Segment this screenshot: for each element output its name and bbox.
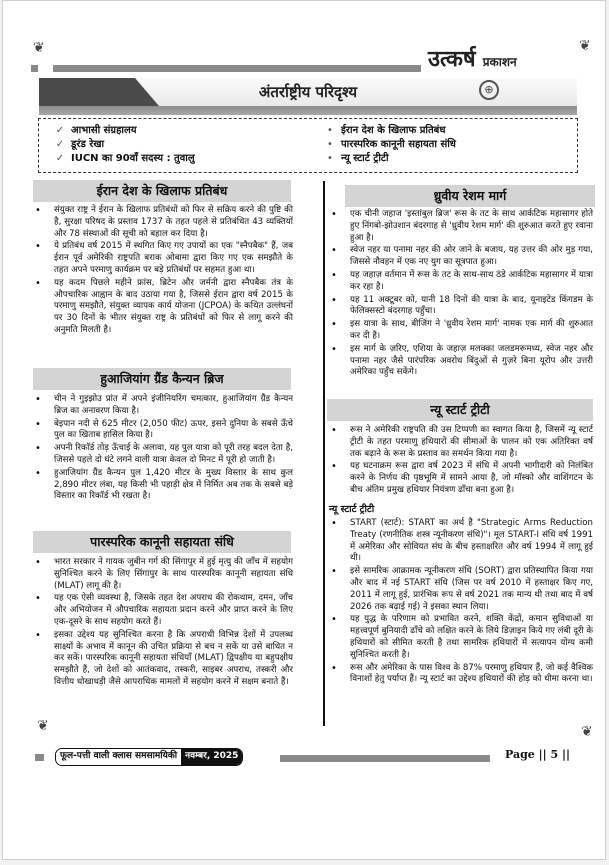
list-item: • अपनी रिकॉर्ड तोड़ ऊँचाई के अलावा, यह पुल यात्रा को पूरी तरह बदल देता है, जिससे पहले दो घंटे लगने वाली यात्रा केवल दो मिनट में पूरी हो जाती है। bbox=[31, 443, 293, 467]
flower-ornament-icon: ❦ bbox=[581, 724, 593, 740]
check-icon: ✓ bbox=[55, 153, 65, 164]
publisher-brand bbox=[428, 43, 517, 73]
footer-rule bbox=[280, 755, 490, 762]
list-item: • संयुक्त राष्ट्र ने ईरान के खिलाफ प्रतिबंधों को फिर से सक्रिय करने की पुष्टि की है, सुरक्षा परिषद के प्रस्ताव 1737 के तहत पहले से प्रतिबंधित 43 व्यक्तियों और 78 संस्थाओं की सूची को बहाल कर दिया है। bbox=[31, 205, 293, 240]
list-item: • रूस ने अमेरिकी राष्ट्रपति की उस टिप्पणी का स्वागत किया है, जिसमें न्यू स्टार्ट ट्रीटी के तहत परमाणु हथियारों की सीमाओं के पालन को एक अतिरिक्त वर्ष तक बढ़ाने के रूस के प्रस्ताव का समर्थन किया गया है। bbox=[327, 425, 593, 460]
iran-sanctions-list bbox=[31, 205, 293, 338]
issue-month: नवम्बर, 2025 bbox=[181, 749, 242, 765]
bullet-icon: • bbox=[327, 139, 333, 150]
list-item: • भारत सरकार ने गायक जुबीन गर्ग की सिंगापुर में हुई मृत्यु की जाँच में सहयोग सुनिश्चित करने के लिए सिंगापुर के साथ पारस्परिक कानूनी सहायता संधि (MLAT) लागू की है। bbox=[31, 557, 293, 592]
list-item: • इस यात्रा के साथ, बीजिंग ने 'ध्रुवीय रेशम मार्ग' नामक एक मार्ग की शुरुआत कर दी है। bbox=[327, 319, 593, 343]
header-rule bbox=[53, 65, 421, 72]
page-footer bbox=[35, 746, 575, 766]
document-page bbox=[2, 0, 606, 860]
brand-sub: प्रकाशन bbox=[482, 55, 517, 69]
list-item: • इसे सामरिक आक्रामक न्यूनीकरण संधि (SORT) द्वारा प्रतिस्थापित किया गया और बाद में नई START संधि (जिस पर वर्ष 2010 में हस्ताक्षर किए गए, 2011 में लागू हुई, प्रारंभिक रूप से वर्ष 2021 तक मान्य थी तथा बाद में वर्ष 2026 तक बढ़ाई गई) ने इसका स्थान लिया। bbox=[327, 566, 593, 613]
list-item: • यह युद्ध के परिणाम को प्रभावित करने, शक्ति केंद्रों, कमान सुविधाओं या महत्त्वपूर्ण बुनियादी ढाँचे को लक्षित करने के लिये डिज़ाइन किये गए लंबी दूरी के हथियारों को सीमित करती है तथा सामरिक हथियारों में सत्यापन योग्य कमी सुनिश्चित करती है। bbox=[327, 614, 593, 661]
section-heading-iran-sanctions: ईरान देश के खिलाफ प्रतिबंध bbox=[33, 180, 291, 202]
topics-right-list bbox=[319, 124, 456, 166]
bridge-list bbox=[31, 394, 293, 504]
issue-series: फूल-पत्ती वाली क्लास समसामयिकी bbox=[56, 749, 181, 765]
list-item: • यह एक ऐसी व्यवस्था है, जिसके तहत देश अपराध की रोकथाम, दमन, जाँच और अभियोजन में औपचारिक सहायता प्रदान करने और प्राप्त करने के लिए एक-दूसरे के साथ सहयोग करते हैं। bbox=[31, 593, 293, 628]
chapter-title: अंतर्राष्ट्रीय परिदृश्य bbox=[258, 83, 358, 101]
list-item: • इस मार्ग के ज़रिए, एशिया के जहाज़ मलक्का जलडमरूमध्य, स्वेज नहर और पनामा नहर जैसे पारंपरिक अवरोध बिंदुओं से गुज़रे बिना यूरोप और उत्तरी अमेरिका पहुँच सकेंगे। bbox=[327, 344, 593, 379]
un-emblem-icon: ⊕ bbox=[479, 80, 499, 100]
list-item: • यह घटनाक्रम रूस द्वारा वर्ष 2023 में संधि में अपनी भागीदारी को निलंबित करने के निर्णय की पृष्ठभूमि में सामने आया है, जो मॉस्को और वाशिंगटन के बीच अंतिम प्रमुख हथियार नियंत्रण ढाँचा बना हुआ है। bbox=[327, 461, 593, 496]
page-number: Page || 5 || bbox=[505, 748, 570, 761]
section-heading-mlat: पारस्परिक कानूनी सहायता संधि bbox=[33, 531, 291, 553]
topic-item: ✓ डूरंड रेखा bbox=[49, 138, 195, 152]
bullet-icon: • bbox=[327, 125, 333, 136]
mlat-list bbox=[31, 557, 293, 690]
bullet-icon: • bbox=[327, 153, 333, 164]
column-divider bbox=[323, 181, 325, 726]
issue-badge bbox=[55, 748, 243, 766]
flower-ornament-icon: ❦ bbox=[37, 718, 49, 734]
section-heading-bridge: हुआजियांग ग्रैंड कैन्यन ब्रिज bbox=[33, 368, 291, 390]
list-item: • रूस और अमेरिका के पास विश्व के 87% परमाणु हथियार हैं, जो कई वैश्विक विनाशों हेतु पर्याप्त हैं। न्यू स्टार्ट का उद्देश्य हथियारों की होड़ को धीमा करना था। bbox=[327, 663, 593, 687]
list-item: • बेइपान नदी से 625 मीटर (2,050 फीट) ऊपर, इसने दुनिया के सबसे ऊँचे पुल का खिताब हासिल किया है। bbox=[31, 419, 293, 443]
list-item: • इसका उद्देश्य यह सुनिश्चित करना है कि अपराधी विभिन्न देशों में उपलब्ध साक्ष्यों के अभाव में कानून की उचित प्रक्रिया से बच न सकें या उसे बाधित न कर सकें। पारस्परिक कानूनी सहायता संधियाँ (MLAT) द्विपक्षीय या बहुपक्षीय समझौते हैं, जो देशों को आतंकवाद, तस्करी, साइबर अपराध, तस्करी और वित्तीय धोखाधड़ी जैसे आपराधिक मामलों में सहयोग करने में सक्षम बनाते हैं। bbox=[31, 630, 293, 689]
list-item: • यह जहाज़ वर्तमान में रूस के तट के साथ-साथ ठंडे आर्कटिक महासागर में यात्रा कर रहा है। bbox=[327, 270, 593, 294]
topics-left-list bbox=[49, 124, 195, 166]
brand-main: उत्कर्ष bbox=[428, 46, 476, 72]
check-icon: ✓ bbox=[55, 139, 65, 150]
list-item: • यह कदम पिछले महीने फ्रांस, ब्रिटेन और जर्मनी द्वारा स्नैपबैक तंत्र के औपचारिक आह्वान के बाद उठाया गया है, जिससे ईरान द्वारा वर्ष 2015 के परमाणु समझौते, संयुक्त व्यापक कार्य योजना (JCPOA) के कथित उल्लंघनों पर 30 दिनों के भीतर संयुक्त राष्ट्र के प्रतिबंधों को फिर से लागू करने की अनुमति मिलती है। bbox=[31, 278, 293, 337]
flower-ornament-icon: ❦ bbox=[579, 38, 591, 54]
section-heading-polar-silk-road: ध्रुवीय रेशम मार्ग bbox=[345, 185, 595, 207]
check-icon: ✓ bbox=[55, 125, 65, 136]
header-square bbox=[31, 65, 38, 72]
topic-item: ✓ आभासी संग्रहालय bbox=[49, 124, 195, 138]
list-item: • हुआजियांग ग्रैंड कैन्यन पुल 1,420 मीटर के मुख्य विस्तार के साथ कुल 2,890 मीटर लंबा, यह किसी भी पहाड़ी क्षेत्र में निर्मित अब तक के सबसे बड़े विस्तार का रिकॉर्ड भी रखता है। bbox=[31, 468, 293, 503]
section-heading-new-start: न्यू स्टार्ट ट्रीटी bbox=[327, 399, 593, 421]
topic-item: • ईरान देश के खिलाफ प्रतिबंध bbox=[319, 124, 456, 138]
list-item: • चीन ने गुइझोउ प्रांत में अपने इंजीनियरिंग चमत्कार, हुआजियांग ग्रैंड कैन्यन ब्रिज का अनावरण किया है। bbox=[31, 394, 293, 418]
list-item: • एक चीनी जहाज 'इस्तांबुल ब्रिज' रूस के तट के साथ आर्कटिक महासागर होते हुए निंगबो-झोउशान बंदरगाह से 'ध्रुवीय रेशम मार्ग' की शुरुआत करते हुए रवाना हुआ है। bbox=[327, 209, 593, 244]
list-item: • स्वेज नहर या पनामा नहर की ओर जाने के बजाय, यह उत्तर की ओर मुड़ गया, जिससे नौवहन में एक नए युग का सूत्रपात हुआ। bbox=[327, 245, 593, 269]
flower-ornament-icon: ❦ bbox=[33, 40, 45, 56]
topic-item: ✓ IUCN का 90वाँ सदस्य : तुवालु bbox=[49, 152, 195, 166]
list-item: • ये प्रतिबंध वर्ष 2015 में स्थगित किए गए उपायों का एक "स्नैपबैक" हैं, जब ईरान पूर्व अमेरिकी राष्ट्रपति बराक ओबामा द्वारा किए गए एक समझौते के तहत अपने परमाणु कार्यक्रम पर बड़े प्रतिबंधों पर सहमत हुआ था। bbox=[31, 241, 293, 276]
polar-silk-road-list bbox=[327, 209, 593, 380]
new-start-details-list bbox=[327, 518, 593, 687]
footer-square bbox=[35, 754, 44, 761]
topics-box bbox=[38, 118, 578, 173]
chapter-banner bbox=[39, 78, 577, 115]
subheading-new-start: न्यू स्टार्ट ट्रीटी bbox=[329, 504, 375, 515]
list-item: • यह 11 अक्टूबर को, यानी 18 दिनों की यात्रा के बाद, यूनाइटेड किंगडम के फेलिक्सस्टो बंदरगाह पहुँचा। bbox=[327, 295, 593, 319]
banner-base-strip bbox=[39, 106, 577, 115]
topic-item: • पारस्परिक कानूनी सहायता संधि bbox=[319, 138, 456, 152]
list-item: • START (स्टार्ट): START का अर्थ है "Strategic Arms Reduction Treaty (रणनीतिक शस्त्र न्यूनीकरण संधि)"। मूल START-I संधि वर्ष 1991 में अमेरिका और सोवियत संघ के बीच हस्ताक्षरित और वर्ष 1994 में लागू हुई थी। bbox=[327, 518, 593, 565]
new-start-list bbox=[327, 425, 593, 498]
topic-item: • न्यू स्टार्ट ट्रीटी bbox=[319, 152, 456, 166]
